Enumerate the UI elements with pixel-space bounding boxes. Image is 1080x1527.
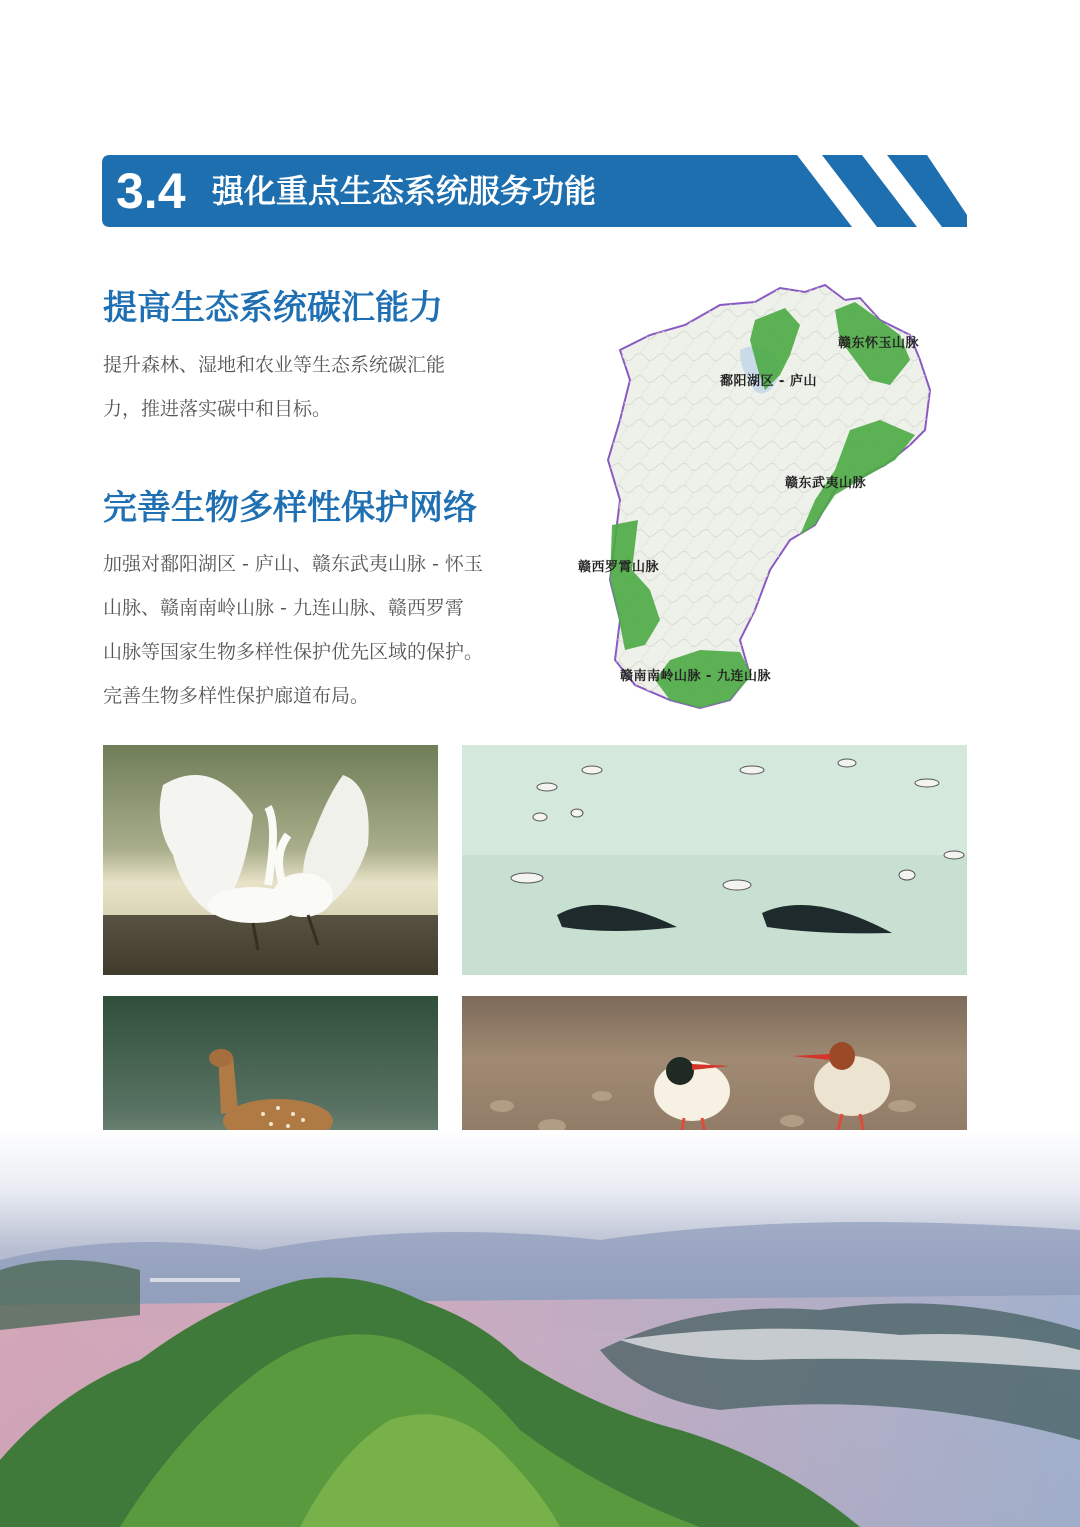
carbon-body-line: 力，推进落实碳中和目标。 (103, 398, 332, 420)
section-title: 强化重点生态系统服务功能 (212, 172, 597, 210)
biodiversity-heading: 完善生物多样性保护网络 (103, 488, 477, 528)
carbon-heading: 提高生态系统碳汇能力 (103, 288, 443, 328)
biodiversity-body-line: 山脉等国家生物多样性保护优先区域的保护。 (103, 641, 484, 663)
map-label-poyang: 鄱阳湖区 - 庐山 (720, 374, 817, 389)
landscape-photo (0, 1130, 1080, 1527)
egrets-photo (103, 745, 438, 975)
map-label-luoxiao: 赣西罗霄山脉 (578, 560, 660, 575)
biodiversity-body-line: 山脉、赣南南岭山脉 - 九连山脉、赣西罗霄 (103, 597, 464, 619)
map-label-huaiyu: 赣东怀玉山脉 (838, 336, 920, 351)
carbon-body (103, 343, 513, 431)
biodiversity-body-line: 加强对鄱阳湖区 - 庐山、赣东武夷山脉 - 怀玉 (103, 553, 483, 575)
biodiversity-body-line: 完善生物多样性保护廊道布局。 (103, 685, 370, 707)
carbon-body-line: 提升森林、湿地和农业等生态系统碳汇能 (103, 354, 446, 376)
section-number: 3.4 (116, 163, 186, 219)
section-banner (102, 155, 967, 227)
jiangxi-protection-map (578, 280, 950, 710)
porpoise-gulls-photo (462, 745, 967, 975)
map-label-nanling: 赣南南岭山脉 - 九连山脉 (620, 669, 771, 684)
map-label-wuyi: 赣东武夷山脉 (785, 476, 867, 491)
biodiversity-body (103, 542, 513, 718)
